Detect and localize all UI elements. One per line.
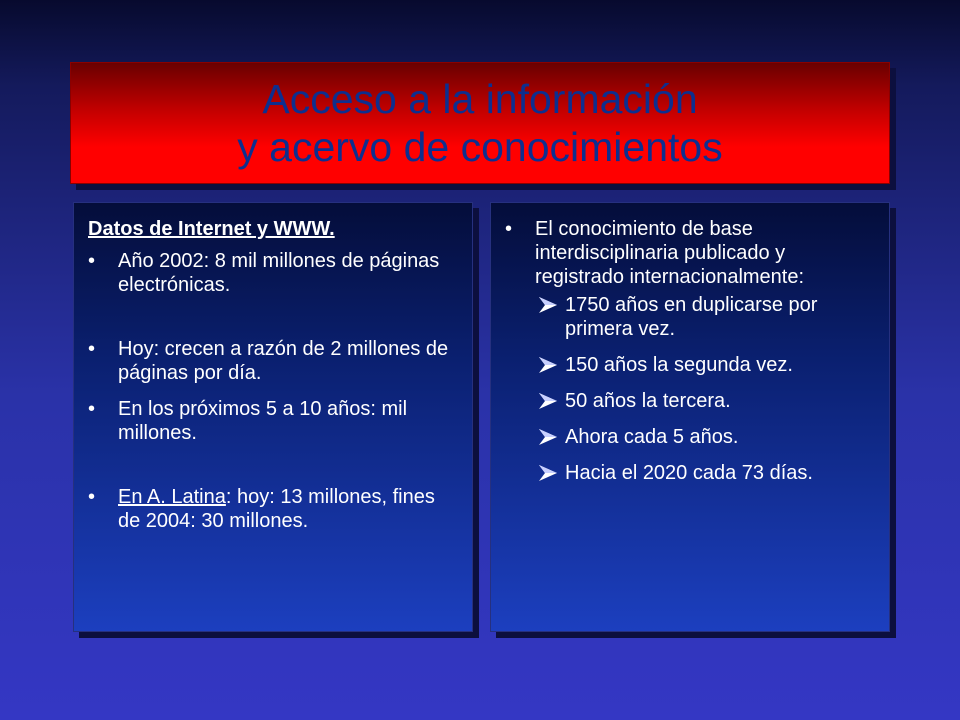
bullet-dot-icon: • — [88, 398, 96, 420]
list-item: • Hoy: crecen a razón de 2 millones de páginas por día. — [88, 338, 449, 384]
bullet-dot-icon: • — [88, 338, 96, 360]
left-panel — [73, 202, 473, 632]
arrow-bullet-icon — [537, 354, 559, 376]
arrow-bullet-icon — [537, 462, 559, 484]
title-line-1: Acceso a la información — [262, 76, 698, 122]
sub-list — [505, 293, 877, 485]
bullet-dot-icon: • — [88, 250, 96, 272]
sub-list-item: 50 años la tercera. — [505, 389, 877, 413]
sub-list-item: 150 años la segunda vez. — [505, 353, 877, 377]
right-bullet-list — [505, 217, 877, 289]
sub-list-item: 1750 años en duplicarse por primera vez. — [505, 293, 877, 341]
list-item: • En A. Latina: hoy: 13 millones, fines de 2004: 30 millones. — [88, 486, 435, 532]
bullet-dot-icon: • — [88, 486, 96, 508]
list-item: • Año 2002: 8 mil millones de páginas electrónicas. — [88, 250, 440, 296]
slide-title — [237, 75, 722, 171]
list-item: • El conocimiento de base interdisciplinaria publicado y registrado internacionalmente: — [505, 218, 805, 288]
sub-list-item: Ahora cada 5 años. — [505, 425, 877, 449]
arrow-bullet-icon — [537, 390, 559, 412]
list-item: • En los próximos 5 a 10 años: mil millones. — [88, 398, 408, 444]
left-panel-heading: Datos de Internet y WWW. — [88, 218, 335, 240]
arrow-bullet-icon — [537, 426, 559, 448]
title-box — [70, 62, 890, 184]
right-panel — [490, 202, 890, 632]
sub-list-item: Hacia el 2020 cada 73 días. — [505, 461, 877, 485]
arrow-bullet-icon — [537, 294, 559, 316]
bullet-dot-icon: • — [505, 218, 513, 240]
latin-america-label: En A. Latina — [118, 486, 226, 508]
title-line-2: y acervo de conocimientos — [237, 124, 723, 170]
left-bullet-list — [88, 249, 460, 533]
